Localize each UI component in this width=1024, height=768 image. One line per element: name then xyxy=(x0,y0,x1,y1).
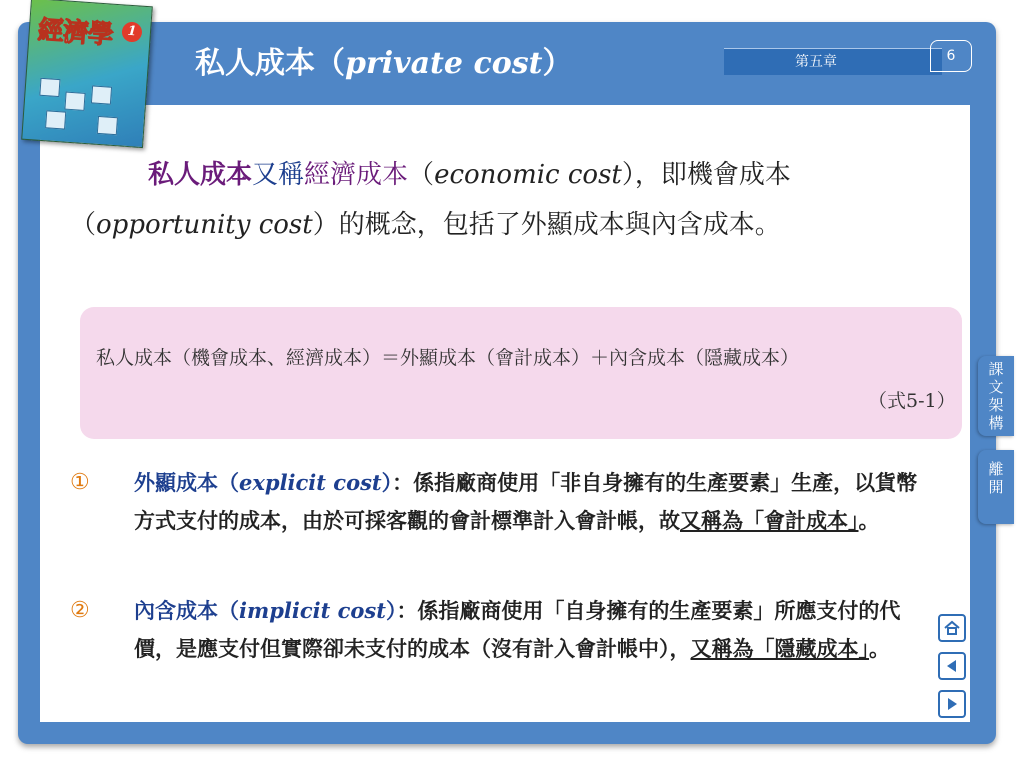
term-zh: 外顯成本（ xyxy=(134,470,239,495)
term-en: explicit cost xyxy=(239,470,382,495)
item-definition: ：係指廠商使用「自身擁有的生產要素」所應支付的代價，是應支付但實際卻未支付的成本（沒有計入會計帳中）， xyxy=(134,598,901,661)
intro-rest: ）的概念，包括了外顯成本與內含成本。 xyxy=(312,210,781,240)
cover-photo-thumb xyxy=(91,85,112,104)
cover-photo-thumb xyxy=(45,110,66,129)
textbook-cover-image xyxy=(21,0,153,148)
outline-tab[interactable]: 課文架構 xyxy=(978,356,1014,436)
term-zh: 內含成本（ xyxy=(134,598,239,623)
item-body xyxy=(134,464,934,540)
item-marker: ① xyxy=(70,470,90,495)
item-definition: ：係指廠商使用「非自身擁有的生產要素」生產，以貨幣方式支付的成本，由於可採客觀的會計標準計入會計帳，故 xyxy=(134,470,918,533)
opportunity-cost-en: opportunity cost xyxy=(96,210,313,240)
term-close: ） xyxy=(381,470,393,495)
home-button[interactable] xyxy=(938,614,966,642)
title-en: private cost xyxy=(345,46,543,81)
paren-open: （ xyxy=(408,160,435,190)
intro-paragraph xyxy=(70,150,970,250)
triangle-right-icon xyxy=(944,696,960,712)
item-tail: 。 xyxy=(869,636,890,661)
prev-button[interactable] xyxy=(938,652,966,680)
cover-photo-thumb xyxy=(39,78,60,97)
cover-badge: 1 xyxy=(121,21,142,42)
next-button[interactable] xyxy=(938,690,966,718)
item-tail: 。 xyxy=(858,508,880,533)
formula-text: 私人成本（機會成本、經濟成本）＝外顯成本（會計成本）＋內含成本（隱藏成本） xyxy=(96,347,800,369)
page-title xyxy=(195,38,572,82)
formula-label: （式5-1） xyxy=(868,390,956,412)
item-term xyxy=(134,598,396,623)
cover-title: 經濟學 xyxy=(36,15,114,51)
term-close: ） xyxy=(385,598,397,623)
home-icon xyxy=(943,619,961,637)
formula-box xyxy=(80,307,962,439)
chapter-label: 第五章 xyxy=(795,54,837,70)
term-private-cost: 私人成本 xyxy=(148,160,253,190)
cover-photo-thumb xyxy=(97,116,118,135)
triangle-left-icon xyxy=(944,658,960,674)
exit-tab[interactable]: 離開 xyxy=(978,450,1014,524)
cover-photo-thumb xyxy=(64,92,85,111)
intro-mid: ），即機會成本（ xyxy=(70,160,791,240)
title-close: ） xyxy=(542,46,573,81)
item-body xyxy=(134,592,934,668)
item-term xyxy=(134,470,392,495)
item-alias-underlined: 又稱為「會計成本」 xyxy=(680,508,859,533)
title-zh: 私人成本（ xyxy=(195,46,345,81)
term-aka: 又稱 xyxy=(252,160,305,190)
page-number: 6 xyxy=(930,40,972,72)
economic-cost-en: economic cost xyxy=(434,160,622,190)
term-economic-cost: 經濟成本 xyxy=(304,160,409,190)
item-marker: ② xyxy=(70,598,90,623)
item-alias-underlined: 又稱為「隱藏成本」 xyxy=(690,636,869,661)
term-en: implicit cost xyxy=(239,598,386,623)
